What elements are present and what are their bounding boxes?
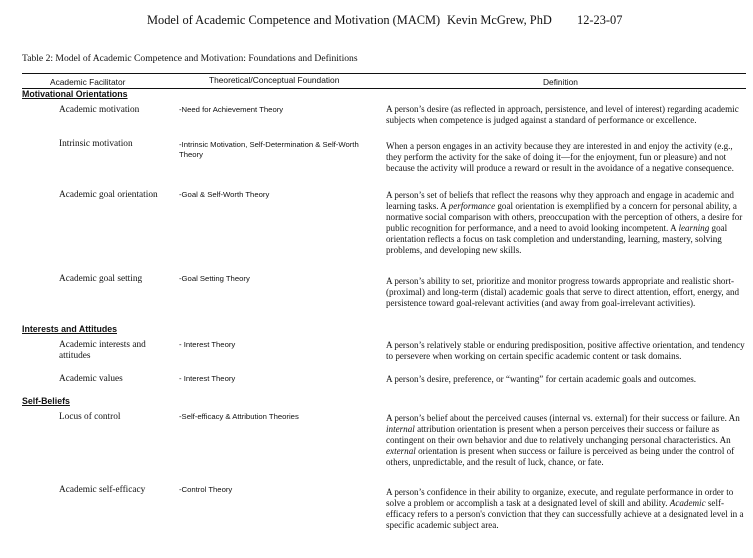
document-author: Kevin McGrew, PhD xyxy=(447,13,552,27)
definition-academic-self-efficacy: A person’s confidence in their ability to organize, execute, and regulate performance in order to solve a problem or accomplish a task at a designated level of skill and ability. Academic self-efficacy refers to a person's conviction that they can successfully achieve at a designated level in a specific academic subject area. xyxy=(386,487,744,530)
facilitator-academic-values: Academic values xyxy=(59,374,123,384)
facilitator-intrinsic-motivation: Intrinsic motivation xyxy=(59,139,133,149)
document-date: 12-23-07 xyxy=(577,13,623,27)
foundation-intrinsic-motivation: -Intrinsic Motivation, Self-Determination & Self-Worth Theory xyxy=(179,140,359,160)
facilitator-academic-goal-setting: Academic goal setting xyxy=(59,274,143,284)
definition-academic-interests: A person’s relatively stable or enduring predisposition, positive affective orientation, and tendency to persevere when working on certain specific academic content or task domains. xyxy=(386,340,745,361)
definition-academic-goal-orientation: A person’s set of beliefs that reflect the reasons why they approach and engage in academic and learning tasks. A performance goal orientation is exemplified by a concern for personal ability, a normative social comparison with others, preoccupation with the perception of others, a desire for public recognition for performance, and a need to avoid looking incompetent. A learning goal orientation reflects a focus on task completion and understanding, learning, mastery, solving problems, and developing new skills. xyxy=(386,190,743,255)
foundation-academic-values: - Interest Theory xyxy=(179,374,236,383)
column-header-definition: Definition xyxy=(543,77,578,87)
foundation-locus-of-control: -Self-efficacy & Attribution Theories xyxy=(179,412,299,421)
column-header-facilitator: Academic Facilitator xyxy=(50,77,126,87)
header-bottom-rule xyxy=(22,88,746,89)
document-title: Model of Academic Competence and Motivation (MACM) xyxy=(147,13,441,27)
foundation-academic-motivation: -Need for Achievement Theory xyxy=(179,105,284,114)
section-heading-interests: Interests and Attitudes xyxy=(22,324,117,334)
definition-intrinsic-motivation: When a person engages in an activity because they are interested in and enjoy the activity (e.g., they perform the activity for the sake of doing it—for the enjoyment, fun or pleasure) and not because the activity will produce a reward or result in the avoidance of a negative consequence. xyxy=(386,141,734,173)
facilitator-locus-of-control: Locus of control xyxy=(59,412,121,422)
table-caption: Table 2: Model of Academic Competence and Motivation: Foundations and Definitions xyxy=(22,53,358,64)
foundation-academic-self-efficacy: -Control Theory xyxy=(179,485,233,494)
definition-academic-motivation: A person’s desire (as reflected in approach, persistence, and level of interest) regarding academic subjects when competence is judged against a standard of performance or excellence. xyxy=(386,104,739,125)
section-heading-motivational: Motivational Orientations xyxy=(22,89,128,99)
definition-academic-goal-setting: A person’s ability to set, prioritize and monitor progress towards appropriate and realistic short-(proximal) and long-term (distal) academic goals that serve to direct attention, effort, energy, and persistence toward goal-relevant activities (and away from goal-irrelevant activities). xyxy=(386,276,740,308)
section-heading-self-beliefs: Self-Beliefs xyxy=(22,396,70,406)
table-top-rule xyxy=(22,73,746,74)
column-header-foundation: Theoretical/Conceptual Foundation xyxy=(209,75,340,85)
foundation-academic-interests: - Interest Theory xyxy=(179,340,236,349)
definition-locus-of-control: A person’s belief about the perceived causes (internal vs. external) for their success or failure. An internal attribution orientation is present when a person perceives their success or failure as contingent on their own behavior and due to relatively unchanging personal characteristics. An external orientation is present when success or failure is perceived as being under the control of others, unpredictable, and the result of luck, chance, or fate. xyxy=(386,413,740,467)
foundation-academic-goal-orientation: -Goal & Self-Worth Theory xyxy=(179,190,270,199)
foundation-academic-goal-setting: -Goal Setting Theory xyxy=(179,274,250,283)
facilitator-academic-interests: Academic interests and attitudes xyxy=(59,340,146,362)
facilitator-academic-goal-orientation: Academic goal orientation xyxy=(59,190,158,200)
facilitator-academic-self-efficacy: Academic self-efficacy xyxy=(59,485,146,495)
facilitator-academic-motivation: Academic motivation xyxy=(59,105,140,115)
definition-academic-values: A person’s desire, preference, or “wanting” for certain academic goals and outcomes. xyxy=(386,374,697,384)
